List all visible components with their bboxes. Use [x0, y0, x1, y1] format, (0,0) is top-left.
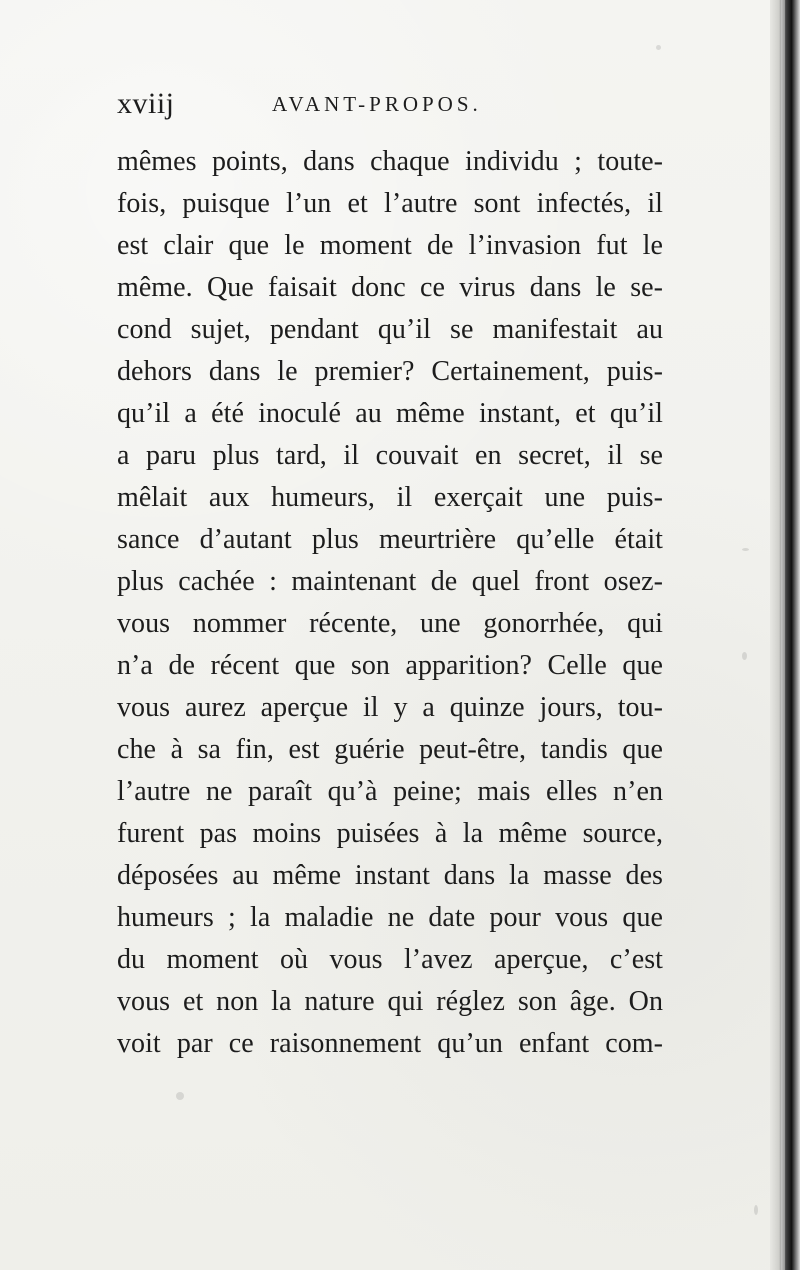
text-line: déposées au même instant dans la masse des: [117, 860, 663, 891]
text-line: fois, puisque l’un et l’autre sont infectés, il: [117, 188, 663, 219]
paper-speck: [176, 1092, 184, 1100]
paper-speck: [754, 1205, 758, 1215]
text-line: même. Que faisait donc ce virus dans le se-: [117, 272, 663, 303]
paper-speck: [742, 652, 747, 660]
text-line: cond sujet, pendant qu’il se manifestait au: [117, 314, 663, 345]
text-line: che à sa fin, est guérie peut-être, tandis que: [117, 734, 663, 765]
text-line: dehors dans le premier? Certainement, puis-: [117, 356, 663, 387]
text-line: qu’il a été inoculé au même instant, et qu’il: [117, 398, 663, 429]
text-line: mêlait aux humeurs, il exerçait une puis-: [117, 482, 663, 513]
text-line: est clair que le moment de l’invasion fut le: [117, 230, 663, 261]
text-line: vous aurez aperçue il y a quinze jours, tou-: [117, 692, 663, 723]
text-line: humeurs ; la maladie ne date pour vous que: [117, 902, 663, 933]
book-spine-edge: [770, 0, 800, 1270]
text-line: a paru plus tard, il couvait en secret, il se: [117, 440, 663, 471]
text-line: n’a de récent que son apparition? Celle que: [117, 650, 663, 681]
text-line: furent pas moins puisées à la même source,: [117, 818, 663, 849]
running-title: AVANT-PROPOS.: [272, 92, 482, 116]
text-line: plus cachée : maintenant de quel front osez-: [117, 566, 663, 597]
text-line: vous et non la nature qui réglez son âge. On: [117, 986, 663, 1017]
text-line: sance d’autant plus meurtrière qu’elle était: [117, 524, 663, 555]
text-line: vous nommer récente, une gonorrhée, qui: [117, 608, 663, 639]
paper-speck: [656, 45, 661, 50]
text-line: du moment où vous l’avez aperçue, c’est: [117, 944, 663, 975]
page-number: xviij: [117, 87, 175, 120]
body-text: [117, 141, 663, 1065]
text-line: mêmes points, dans chaque individu ; toute-: [117, 146, 663, 177]
text-line: l’autre ne paraît qu’à peine; mais elles n’en: [117, 776, 663, 807]
paper-speck: [742, 548, 749, 551]
text-line: voit par ce raisonnement qu’un enfant com-: [117, 1028, 663, 1059]
page-header: [117, 89, 662, 119]
